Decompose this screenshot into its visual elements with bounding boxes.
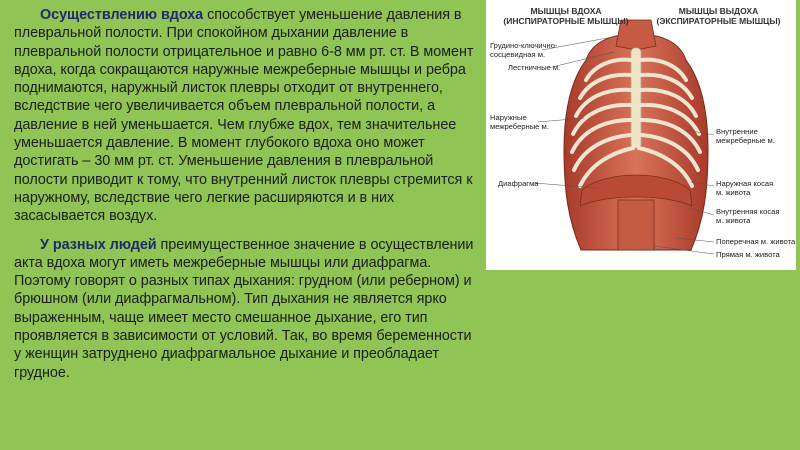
label-transverse-abdominis: Поперечная м. живота (716, 237, 796, 246)
label-internal-oblique: Внутренняя косая м. живота (716, 207, 780, 225)
respiratory-muscles-figure (486, 0, 796, 270)
label-diaphragm: Диафрагма (498, 179, 539, 188)
label-sternocleidomastoid: Грудино-ключично- сосцевидная м. (490, 41, 558, 59)
paragraph-breathing-types (14, 236, 476, 382)
label-scalene: Лестничные м. (508, 63, 561, 72)
text-column (14, 6, 476, 382)
label-rectus-abdominis: Прямая м. живота (716, 250, 780, 259)
label-internal-intercostal: Внутренние межреберные м. (716, 127, 775, 145)
paragraph-body: способствует уменьшение давления в плевральной полости. При спокойном дыхании давление в плевральной полости отрицательное и равно 6-8 мм рт. ст. В момент вдоха, когда сокращаются наружные межреберные мышцы и ребра поднимаются, наружный листок плевры отходит от внутреннего, вследствие чего увеличивается объем плевральной полости, а давление в ней уменьшается. Чем глубже вдох, тем значительнее уменьшается давление. В момент глубокого вдоха оно может достигать – 30 мм рт. ст. Уменьшение давления в плевральной полости приводит к тому, что внутренний листок плевры стремится к наружному, вследствие чего легкие расширяются и в них засасывается воздух. (14, 7, 474, 225)
paragraph-body: преимущественное значение в осуществлении акта вдоха могут иметь межреберные мышцы или диафрагма. Поэтому говорят о разных типах дыхания: грудном (или реберном) и брюшном (или диафрагмальном). Тип дыхания не является ярко выраженным, чаще имеет место смешанное дыхание, его тип проявляется в зависимости от условий. Так, во время беременности у женщин затруднено диафрагмальное дыхание и преобладает грудное. (14, 236, 474, 381)
figure-title-inspiratory: МЫШЦЫ ВДОХА (ИНСПИРАТОРНЫЕ МЫШЦЫ) (503, 6, 629, 26)
paragraph-inhalation (14, 6, 476, 226)
paragraph-lead: У разных людей (40, 236, 157, 253)
paragraph-lead: Осуществлению вдоха (40, 7, 204, 23)
rectus-abdominis (618, 200, 654, 250)
sternum (631, 48, 641, 148)
label-external-intercostal: Наружные межреберные м. (490, 113, 549, 131)
label-external-oblique: Наружная косая м. живота (716, 179, 774, 197)
figure-title-expiratory: МЫШЦЫ ВЫДОХА (ЭКСПИРАТОРНЫЕ МЫШЦЫ) (656, 6, 781, 26)
